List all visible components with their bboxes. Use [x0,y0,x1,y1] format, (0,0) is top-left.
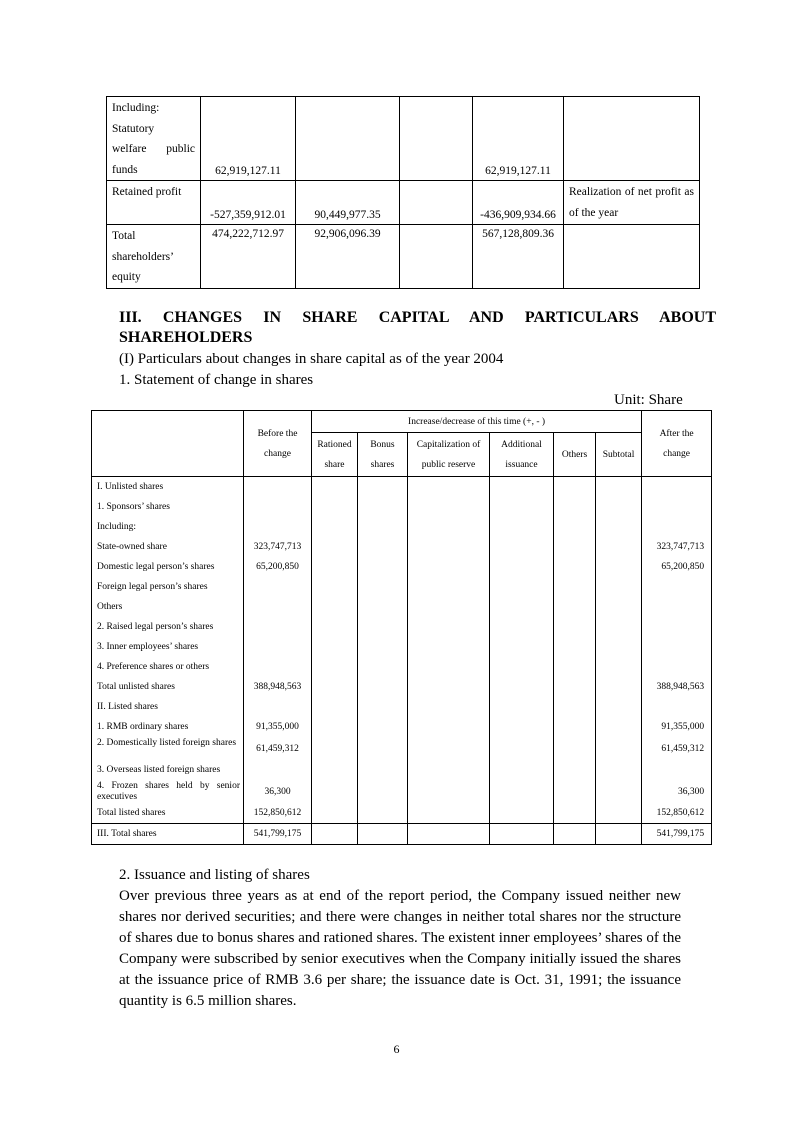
section-title: III. CHANGES IN SHARE CAPITAL AND PARTICULARS ABOUT SHAREHOLDERS [119,309,716,346]
change-cell [358,824,408,845]
change-cell [554,637,596,657]
change-cell [408,517,490,537]
value-cell: 474,222,712.97 [201,225,296,289]
label-line: Statutory [112,122,155,135]
header-blank [92,411,244,477]
row-label: 1. Sponsors’ shares [92,497,244,517]
before-value [244,637,312,657]
change-cell [596,517,642,537]
value-cell: 567,128,809.36 [473,225,564,289]
change-cell [490,617,554,637]
change-cell [554,824,596,845]
value-cell [296,97,400,181]
header-before: Before the change [244,411,312,477]
change-cell [554,517,596,537]
change-cell [408,824,490,845]
change-cell [312,803,358,824]
label-line: welfare public [112,143,195,155]
change-cell [596,737,642,760]
before-value [244,517,312,537]
before-value: 323,747,713 [244,537,312,557]
change-cell [408,657,490,677]
change-cell [358,637,408,657]
before-value: 65,200,850 [244,557,312,577]
header-increase: Increase/decrease of this time (+, - ) [312,411,642,433]
change-cell [358,577,408,597]
change-cell [408,737,490,760]
change-cell [554,737,596,760]
before-value: 541,799,175 [244,824,312,845]
change-cell [490,497,554,517]
after-value [642,517,712,537]
change-cell [596,637,642,657]
change-cell [490,557,554,577]
change-cell [596,657,642,677]
total-row [92,824,712,845]
change-cell [596,557,642,577]
value-cell: 90,449,977.35 [296,181,400,225]
value-cell: -436,909,934.66 [473,181,564,225]
value-cell: 62,919,127.11 [473,97,564,181]
after-value [642,597,712,617]
change-cell [554,577,596,597]
label-line: Total [112,230,136,242]
row-label: 3. Overseas listed foreign shares [92,760,244,780]
change-cell [408,803,490,824]
after-value [642,657,712,677]
row-label: Total listed shares [92,803,244,824]
row-label: Retained profit [107,181,201,225]
change-cell [554,497,596,517]
label-line: Including: [112,102,160,114]
row-label [107,97,201,181]
change-cell [312,737,358,760]
header-row [92,411,712,433]
before-value [244,760,312,780]
after-value: 65,200,850 [642,557,712,577]
change-cell [490,537,554,557]
change-cell [596,597,642,617]
issuance-text: Over previous three years as at end of the report period, the Company issued neither new shares nor derived securities; and there were changes in neither total shares nor the structure of shares due to bonus shares and rationed shares. The existent inner employees’ shares of the Company were subscribed by senior executives when the Company initially issued the shares at the issuance price of RMB 3.6 per share; the issuance date is Oct. 31, 1991; the issuance quantity is 6.5 million shares. [119,888,681,1009]
header-subtotal: Subtotal [596,433,642,477]
change-cell [312,677,358,697]
table-row [107,225,700,289]
change-cell [596,497,642,517]
change-cell [408,637,490,657]
table-row [92,780,712,803]
change-cell [554,657,596,677]
table-row [92,557,712,577]
change-cell [554,717,596,737]
change-cell [596,537,642,557]
change-cell [490,677,554,697]
change-cell [408,477,490,498]
change-cell [554,760,596,780]
change-cell [358,780,408,803]
change-cell [554,537,596,557]
change-cell [358,497,408,517]
after-value: 61,459,312 [642,737,712,760]
after-value [642,697,712,717]
change-cell [358,803,408,824]
shares-table [91,410,712,845]
change-cell [408,780,490,803]
shares-body [92,477,712,845]
change-cell [554,780,596,803]
row-label: 1. RMB ordinary shares [92,717,244,737]
change-cell [312,517,358,537]
change-cell [312,717,358,737]
change-cell [490,760,554,780]
row-label [107,225,201,289]
change-cell [408,677,490,697]
table-row [92,597,712,617]
header-bonus: Bonus shares [358,433,408,477]
page-number: 6 [393,1042,400,1056]
row-label: III. Total shares [92,824,244,845]
value-cell [400,225,473,289]
row-label: Foreign legal person’s shares [92,577,244,597]
change-cell [490,517,554,537]
after-value [642,760,712,780]
change-cell [596,617,642,637]
change-cell [312,557,358,577]
change-cell [554,697,596,717]
row-label: State-owned share [92,537,244,557]
unit-label: Unit: Share [614,392,683,408]
table-row [92,803,712,824]
after-value: 36,300 [642,780,712,803]
before-value [244,657,312,677]
row-label: I. Unlisted shares [92,477,244,498]
before-value [244,697,312,717]
header-additional: Additional issuance [490,433,554,477]
after-value [642,637,712,657]
change-cell [312,657,358,677]
row-label: Domestic legal person’s shares [92,557,244,577]
change-cell [358,537,408,557]
header-capitalization: Capitalization of public reserve [408,433,490,477]
header-rationed: Rationed share [312,433,358,477]
change-cell [408,597,490,617]
before-value: 152,850,612 [244,803,312,824]
change-cell [358,597,408,617]
table-row [92,517,712,537]
subsection-subtitle: 1. Statement of change in shares [119,372,314,388]
row-label: 4. Frozen shares held by senior executives [92,780,244,803]
after-value: 91,355,000 [642,717,712,737]
after-value [642,497,712,517]
table-row [92,677,712,697]
before-value [244,597,312,617]
change-cell [490,737,554,760]
value-cell: 62,919,127.11 [201,97,296,181]
change-cell [358,517,408,537]
change-cell [312,597,358,617]
change-cell [490,780,554,803]
change-cell [554,677,596,697]
change-cell [490,477,554,498]
table-row [92,697,712,717]
change-cell [490,597,554,617]
change-cell [596,697,642,717]
change-cell [312,637,358,657]
before-value: 36,300 [244,780,312,803]
before-value: 91,355,000 [244,717,312,737]
before-value [244,617,312,637]
table-row [92,497,712,517]
before-value [244,497,312,517]
change-cell [408,760,490,780]
row-label: 3. Inner employees’ shares [92,637,244,657]
note-cell [564,97,700,181]
change-cell [554,557,596,577]
change-cell [596,760,642,780]
value-cell: 92,906,096.39 [296,225,400,289]
table-row [107,181,700,225]
change-cell [358,617,408,637]
table-row [92,717,712,737]
change-cell [490,803,554,824]
change-cell [312,577,358,597]
equity-table [106,96,700,289]
note-cell [564,225,700,289]
change-cell [408,577,490,597]
change-cell [312,617,358,637]
change-cell [312,824,358,845]
change-cell [358,677,408,697]
after-value: 388,948,563 [642,677,712,697]
row-label: 4. Preference shares or others [92,657,244,677]
table-row [107,97,700,181]
change-cell [408,497,490,517]
issuance-heading: 2. Issuance and listing of shares [119,867,310,883]
change-cell [312,697,358,717]
row-label: Including: [92,517,244,537]
after-value [642,477,712,498]
value-cell [400,97,473,181]
change-cell [408,537,490,557]
table-row [92,617,712,637]
table-row [92,760,712,780]
change-cell [408,617,490,637]
change-cell [596,677,642,697]
before-value: 388,948,563 [244,677,312,697]
change-cell [408,697,490,717]
change-cell [490,697,554,717]
header-after: After the change [642,411,712,477]
row-label: Others [92,597,244,617]
change-cell [554,597,596,617]
change-cell [312,497,358,517]
change-cell [358,657,408,677]
change-cell [490,657,554,677]
change-cell [554,803,596,824]
note-cell: Realization of net profit as of the year [564,181,700,225]
change-cell [358,737,408,760]
change-cell [596,577,642,597]
change-cell [358,557,408,577]
change-cell [596,717,642,737]
change-cell [358,697,408,717]
change-cell [490,577,554,597]
change-cell [554,617,596,637]
change-cell [358,760,408,780]
label-line: equity [112,271,141,283]
row-label: II. Listed shares [92,697,244,717]
change-cell [490,637,554,657]
change-cell [596,477,642,498]
row-label: Total unlisted shares [92,677,244,697]
change-cell [490,824,554,845]
value-cell: -527,359,912.01 [201,181,296,225]
table-row [92,477,712,498]
change-cell [312,780,358,803]
change-cell [490,717,554,737]
table-row [92,637,712,657]
value-cell [400,181,473,225]
after-value [642,577,712,597]
change-cell [596,803,642,824]
before-value [244,577,312,597]
change-cell [358,717,408,737]
change-cell [596,824,642,845]
change-cell [554,477,596,498]
change-cell [408,717,490,737]
table-row [92,577,712,597]
label-line: shareholders’ [112,250,174,263]
change-cell [312,537,358,557]
row-label: 2. Domestically listed foreign shares [92,737,244,760]
change-cell [596,780,642,803]
table-row [92,537,712,557]
change-cell [312,477,358,498]
before-value [244,477,312,498]
after-value: 541,799,175 [642,824,712,845]
header-others: Others [554,433,596,477]
row-label: 2. Raised legal person’s shares [92,617,244,637]
before-value: 61,459,312 [244,737,312,760]
subsection-title: (I) Particulars about changes in share capital as of the year 2004 [119,351,504,367]
label-line: funds [112,163,138,176]
after-value: 152,850,612 [642,803,712,824]
table-row [92,737,712,760]
after-value [642,617,712,637]
table-row [92,657,712,677]
change-cell [312,760,358,780]
change-cell [408,557,490,577]
change-cell [358,477,408,498]
after-value: 323,747,713 [642,537,712,557]
